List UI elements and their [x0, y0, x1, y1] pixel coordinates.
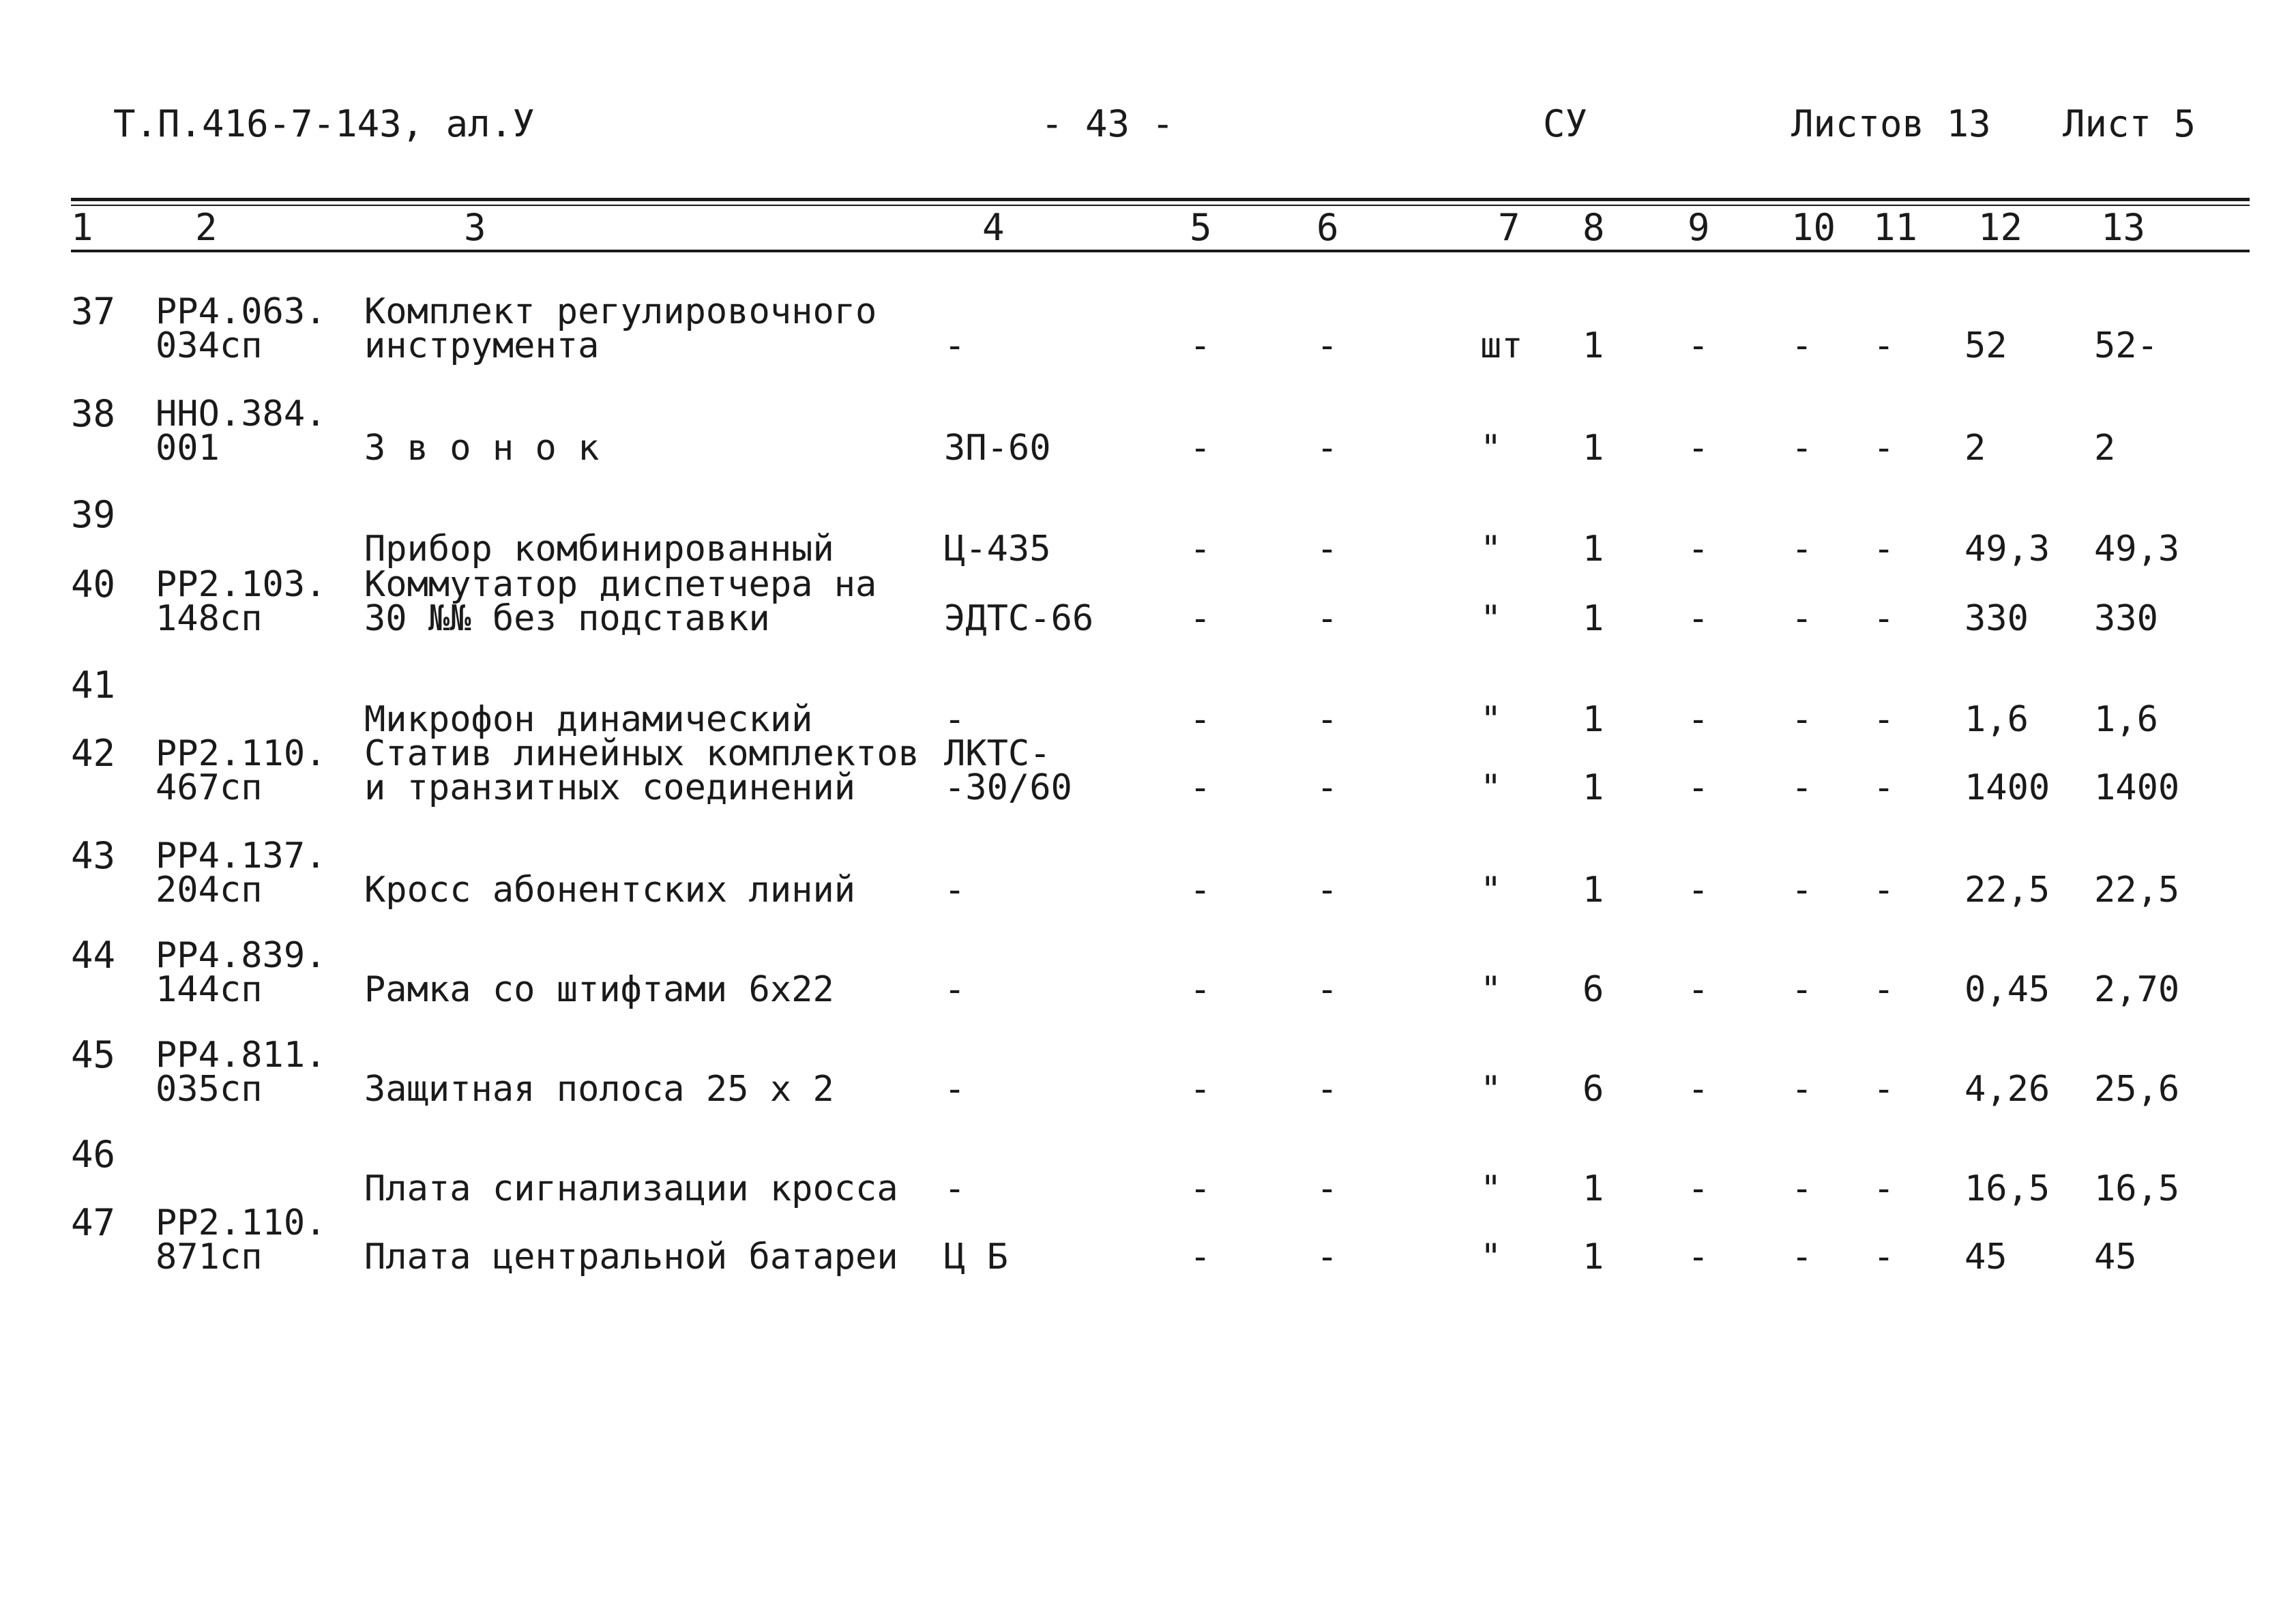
- col-header-10: 10: [1791, 206, 1836, 249]
- cell-c5: -: [1190, 969, 1211, 1010]
- cell-price: 330: [1964, 598, 2029, 639]
- item-name-line2: Плата сигнализации кросса: [364, 1168, 898, 1209]
- item-name-line1: Комплект регулировочного: [364, 291, 877, 332]
- col-header-2: 2: [195, 206, 218, 249]
- item-name-line2: инструмента: [364, 325, 600, 366]
- item-type-line2: -: [944, 969, 966, 1010]
- header-bottom-rule: [71, 250, 2250, 252]
- cell-total: 49,3: [2094, 529, 2180, 570]
- item-name-line2: Микрофон динамический: [364, 699, 813, 740]
- item-code-line2: 144сп: [156, 969, 263, 1010]
- cell-c5: -: [1190, 699, 1211, 740]
- cell-total: 16,5: [2094, 1168, 2180, 1209]
- cell-c6: -: [1316, 529, 1338, 570]
- row-number: 45: [71, 1033, 116, 1076]
- cell-total: 52-: [2094, 325, 2158, 366]
- sheet-number: Лист 5: [2063, 102, 2196, 145]
- cell-price: 0,45: [1964, 969, 2050, 1010]
- cell-c10: -: [1791, 870, 1813, 911]
- item-name-line2: 30 №№ без подставки: [364, 598, 770, 639]
- item-code-line2: 871сп: [156, 1237, 263, 1277]
- cell-c10: -: [1791, 767, 1813, 808]
- cell-unit: ": [1480, 428, 1502, 469]
- item-code-line2: 204сп: [156, 870, 263, 911]
- cell-price: 4,26: [1964, 1069, 2050, 1110]
- item-code-line1: РР2.110.: [156, 1202, 327, 1243]
- cell-unit: ": [1480, 699, 1502, 740]
- cell-total: 2,70: [2094, 969, 2180, 1010]
- cell-c10: -: [1791, 598, 1813, 639]
- row-number: 44: [71, 934, 116, 977]
- cell-c6: -: [1316, 428, 1338, 469]
- cell-c5: -: [1190, 767, 1211, 808]
- cell-c6: -: [1316, 969, 1338, 1010]
- cell-qty: 1: [1583, 1168, 1604, 1209]
- col-header-3: 3: [464, 206, 486, 249]
- item-code-line1: РР4.063.: [156, 291, 327, 332]
- cell-c10: -: [1791, 428, 1813, 469]
- cell-qty: 1: [1583, 529, 1604, 570]
- cell-total: 1400: [2094, 767, 2180, 808]
- cell-c5: -: [1190, 1069, 1211, 1110]
- cell-total: 45: [2094, 1237, 2137, 1277]
- item-type-line2: Ц-435: [944, 529, 1051, 570]
- row-number: 38: [71, 392, 116, 435]
- cell-qty: 6: [1583, 969, 1604, 1010]
- item-code-line2: 148сп: [156, 598, 263, 639]
- cell-c9: -: [1688, 428, 1709, 469]
- cell-price: 16,5: [1964, 1168, 2050, 1209]
- row-number: 42: [71, 732, 116, 775]
- cell-qty: 1: [1583, 325, 1604, 366]
- item-name-line2: Защитная полоса 25 х 2: [364, 1069, 834, 1110]
- cell-unit: ": [1480, 1069, 1502, 1110]
- item-code-line1: РР4.137.: [156, 836, 327, 876]
- cell-price: 1,6: [1964, 699, 2029, 740]
- cell-c5: -: [1190, 870, 1211, 911]
- cell-qty: 1: [1583, 699, 1604, 740]
- top-rule: [71, 198, 2250, 201]
- cell-c5: -: [1190, 325, 1211, 366]
- item-code-line2: 467сп: [156, 767, 263, 808]
- item-type-line2: -: [944, 325, 966, 366]
- cell-c11: -: [1873, 428, 1895, 469]
- col-header-11: 11: [1873, 206, 1918, 249]
- cell-c5: -: [1190, 428, 1211, 469]
- cell-c10: -: [1791, 1237, 1813, 1277]
- cell-unit: ": [1480, 598, 1502, 639]
- cell-c6: -: [1316, 1168, 1338, 1209]
- cell-c6: -: [1316, 699, 1338, 740]
- item-name-line2: Прибор комбинированный: [364, 529, 834, 570]
- cell-price: 1400: [1964, 767, 2050, 808]
- item-type-line2: Ц Б: [944, 1237, 1008, 1277]
- cell-qty: 1: [1583, 598, 1604, 639]
- item-type-line2: ЭДТС-66: [944, 598, 1094, 639]
- col-header-5: 5: [1190, 206, 1212, 249]
- col-header-8: 8: [1583, 206, 1605, 249]
- col-header-6: 6: [1316, 206, 1339, 249]
- item-code-line1: ННО.384.: [156, 394, 327, 434]
- cell-qty: 1: [1583, 428, 1604, 469]
- col-header-4: 4: [982, 206, 1005, 249]
- item-type-line2: -: [944, 699, 966, 740]
- item-code-line1: РР2.110.: [156, 733, 327, 774]
- cell-c6: -: [1316, 767, 1338, 808]
- cell-c10: -: [1791, 699, 1813, 740]
- cell-c6: -: [1316, 1069, 1338, 1110]
- cell-unit: ": [1480, 870, 1502, 911]
- item-name-line2: Кросс абонентских линий: [364, 870, 856, 911]
- item-code-line2: 001: [156, 428, 220, 469]
- cell-qty: 6: [1583, 1069, 1604, 1110]
- item-type-line2: -30/60: [944, 767, 1072, 808]
- cell-c10: -: [1791, 969, 1813, 1010]
- top-rule-thin: [71, 205, 2250, 206]
- cell-total: 2: [2094, 428, 2116, 469]
- cell-total: 330: [2094, 598, 2158, 639]
- sheets-total: Листов 13: [1791, 102, 1991, 145]
- cell-unit: ": [1480, 529, 1502, 570]
- row-number: 37: [71, 290, 116, 333]
- doc-reference: Т.П.416-7-143, ал.У: [113, 102, 535, 145]
- cell-c6: -: [1316, 325, 1338, 366]
- cell-c10: -: [1791, 325, 1813, 366]
- row-number: 40: [71, 563, 116, 606]
- item-code-line2: 035сп: [156, 1069, 263, 1110]
- cell-c9: -: [1688, 1168, 1709, 1209]
- row-number: 47: [71, 1201, 116, 1244]
- cell-total: 22,5: [2094, 870, 2180, 911]
- col-header-7: 7: [1498, 206, 1520, 249]
- cell-c10: -: [1791, 1168, 1813, 1209]
- item-type-line2: -: [944, 1168, 966, 1209]
- item-code-line1: РР4.839.: [156, 935, 327, 976]
- cell-c9: -: [1688, 969, 1709, 1010]
- cell-c11: -: [1873, 1237, 1895, 1277]
- cell-price: 49,3: [1964, 529, 2050, 570]
- cell-c11: -: [1873, 699, 1895, 740]
- cell-unit: ": [1480, 969, 1502, 1010]
- item-name-line2: З в о н о к: [364, 428, 600, 469]
- cell-c11: -: [1873, 1069, 1895, 1110]
- cell-unit: шт: [1480, 325, 1523, 366]
- cell-unit: ": [1480, 1168, 1502, 1209]
- row-number: 39: [71, 493, 116, 536]
- col-header-1: 1: [71, 206, 93, 249]
- cell-total: 25,6: [2094, 1069, 2180, 1110]
- cell-unit: ": [1480, 1237, 1502, 1277]
- row-number: 41: [71, 664, 116, 707]
- cell-c6: -: [1316, 870, 1338, 911]
- row-number: 46: [71, 1133, 116, 1176]
- cell-c9: -: [1688, 870, 1709, 911]
- cell-c6: -: [1316, 598, 1338, 639]
- cell-price: 22,5: [1964, 870, 2050, 911]
- item-code-line2: 034сп: [156, 325, 263, 366]
- cell-c11: -: [1873, 1168, 1895, 1209]
- item-type-line1: ЛКТС-: [944, 733, 1051, 774]
- cell-price: 52: [1964, 325, 2007, 366]
- cell-c10: -: [1791, 529, 1813, 570]
- cell-c11: -: [1873, 870, 1895, 911]
- cell-c9: -: [1688, 529, 1709, 570]
- col-header-13: 13: [2101, 206, 2146, 249]
- cell-c10: -: [1791, 1069, 1813, 1110]
- cell-c11: -: [1873, 969, 1895, 1010]
- cell-total: 1,6: [2094, 699, 2158, 740]
- row-number: 43: [71, 834, 116, 877]
- item-name-line2: и транзитных соединений: [364, 767, 856, 808]
- col-header-12: 12: [1978, 206, 2023, 249]
- cell-c9: -: [1688, 1069, 1709, 1110]
- cell-qty: 1: [1583, 1237, 1604, 1277]
- cell-c9: -: [1688, 767, 1709, 808]
- cell-c9: -: [1688, 1237, 1709, 1277]
- cell-c9: -: [1688, 325, 1709, 366]
- item-name-line1: Статив линейных комплектов: [364, 733, 919, 774]
- cell-c5: -: [1190, 1168, 1211, 1209]
- col-header-9: 9: [1688, 206, 1710, 249]
- cell-unit: ": [1480, 767, 1502, 808]
- page-number: - 43 -: [1041, 102, 1175, 145]
- item-type-line2: ЗП-60: [944, 428, 1051, 469]
- cell-c9: -: [1688, 699, 1709, 740]
- cell-c11: -: [1873, 767, 1895, 808]
- cell-price: 45: [1964, 1237, 2007, 1277]
- cell-c11: -: [1873, 598, 1895, 639]
- cell-qty: 1: [1583, 870, 1604, 911]
- cell-c11: -: [1873, 325, 1895, 366]
- cell-c6: -: [1316, 1237, 1338, 1277]
- cell-c5: -: [1190, 1237, 1211, 1277]
- item-name-line1: Коммутатор диспетчера на: [364, 564, 877, 605]
- item-name-line2: Плата центральной батареи: [364, 1237, 898, 1277]
- item-type-line2: -: [944, 870, 966, 911]
- cell-c5: -: [1190, 529, 1211, 570]
- item-type-line2: -: [944, 1069, 966, 1110]
- cell-c9: -: [1688, 598, 1709, 639]
- doc-code: СУ: [1543, 102, 1588, 145]
- cell-c11: -: [1873, 529, 1895, 570]
- item-code-line1: РР4.811.: [156, 1035, 327, 1076]
- cell-price: 2: [1964, 428, 1986, 469]
- item-code-line1: РР2.103.: [156, 564, 327, 605]
- cell-qty: 1: [1583, 767, 1604, 808]
- cell-c5: -: [1190, 598, 1211, 639]
- item-name-line2: Рамка со штифтами 6х22: [364, 969, 834, 1010]
